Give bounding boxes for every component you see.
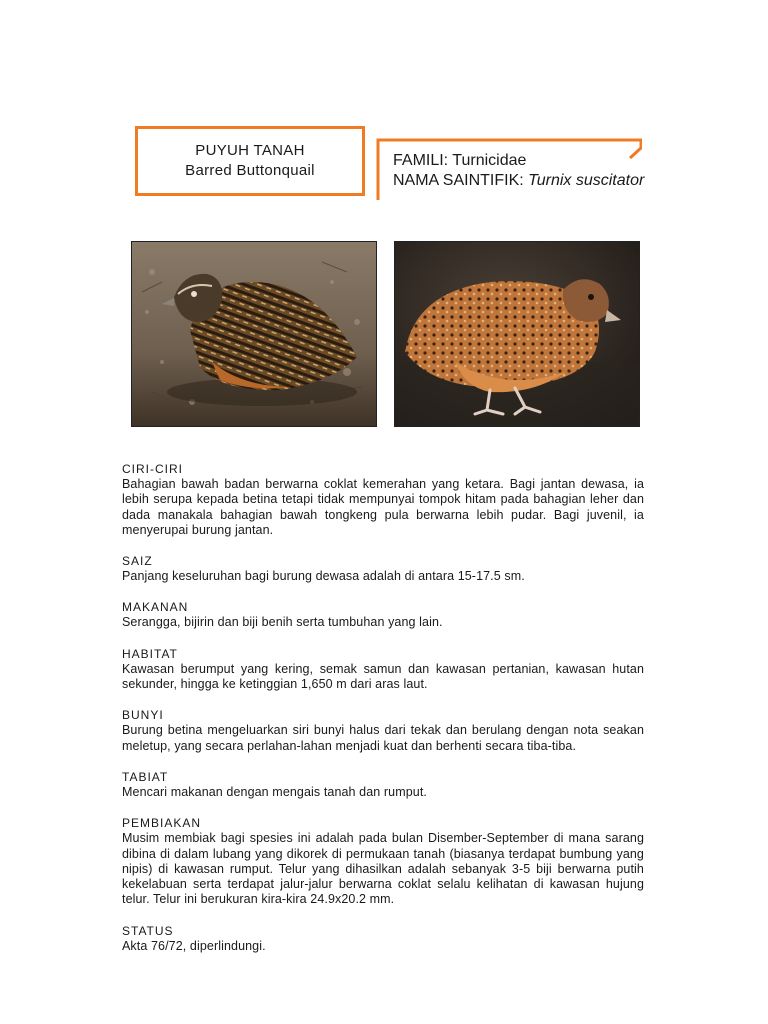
- section-ciri-ciri: [122, 462, 644, 538]
- section-heading: PEMBIAKAN: [122, 816, 202, 831]
- section-heading: TABIAT: [122, 769, 169, 784]
- section-pembiakan: [122, 816, 644, 907]
- section-heading: HABITAT: [122, 646, 178, 661]
- section-bunyi: [122, 708, 644, 754]
- section-heading: MAKANAN: [122, 600, 189, 615]
- section-body: Serangga, bijirin dan biji benih serta tumbuhan yang lain.: [122, 615, 443, 630]
- section-body: Panjang keseluruhan bagi burung dewasa adalah di antara 15-17.5 sm.: [122, 569, 525, 584]
- section-body: Akta 76/72, diperlindungi.: [122, 938, 266, 953]
- quail-photo-left: [131, 241, 377, 427]
- section-saiz: [122, 554, 644, 584]
- quail-photo-right: [394, 241, 640, 427]
- section-heading: STATUS: [122, 923, 174, 938]
- scientific-label: NAMA SAINTIFIK:: [393, 172, 524, 189]
- section-tabiat: [122, 770, 644, 800]
- taxonomy-block: [393, 151, 644, 191]
- section-status: [122, 924, 644, 954]
- section-body: Musim membiak bagi spesies ini adalah pada bulan Disember-September di mana sarang dibina di dalam lubang yang dikorek di permukaan tanah (biasanya terdapat bumbung yang nipis) di kawasan rumput. Telur yang dihasilkan adalah sebanyak 3-5 biji berwarna putih kekelabuan serta terdapat jalur-jalur berwarna coklat selalu kelihatan di kawasan hujung telur. Telur ini berukuran kira-kira 24.9x20.2 mm.: [122, 831, 644, 907]
- family-value: Turnicidae: [452, 152, 527, 169]
- section-body: Burung betina mengeluarkan siri bunyi halus dari tekak dan berulang dengan nota seakan meletup, yang secara perlahan-lahan menjadi kuat dan berhenti secara tiba-tiba.: [122, 723, 644, 753]
- section-body: Bahagian bawah badan berwarna coklat kemerahan yang ketara. Bagi jantan dewasa, ia lebih serupa kepada betina tetapi tidak mempunyai tompok hitam pada bahagian leher dan dada manakala bahagian bawah tongkeng pula berwarna lebih pudar. Bagi juvenil, ia menyerupai burung jantan.: [122, 477, 644, 537]
- family-line: [393, 151, 644, 171]
- malay-name: PUYUH TANAH: [195, 142, 305, 159]
- section-heading: BUNYI: [122, 708, 164, 723]
- species-title-box: [135, 126, 365, 196]
- family-label: FAMILI:: [393, 152, 449, 169]
- section-heading: SAIZ: [122, 554, 153, 569]
- species-description: [122, 462, 644, 970]
- section-makanan: [122, 600, 644, 630]
- section-heading: CIRI-CIRI: [122, 462, 183, 476]
- scientific-name-line: [393, 171, 644, 191]
- english-name: Barred Buttonquail: [185, 162, 315, 179]
- section-body: Mencari makanan dengan mengais tanah dan rumput.: [122, 784, 427, 799]
- section-body: Kawasan berumput yang kering, semak samun dan kawasan pertanian, kawasan hutan sekunder, hingga ke ketinggian 1,650 m dari aras laut.: [122, 661, 644, 692]
- section-habitat: [122, 647, 644, 693]
- scientific-value: Turnix suscitator: [528, 172, 645, 189]
